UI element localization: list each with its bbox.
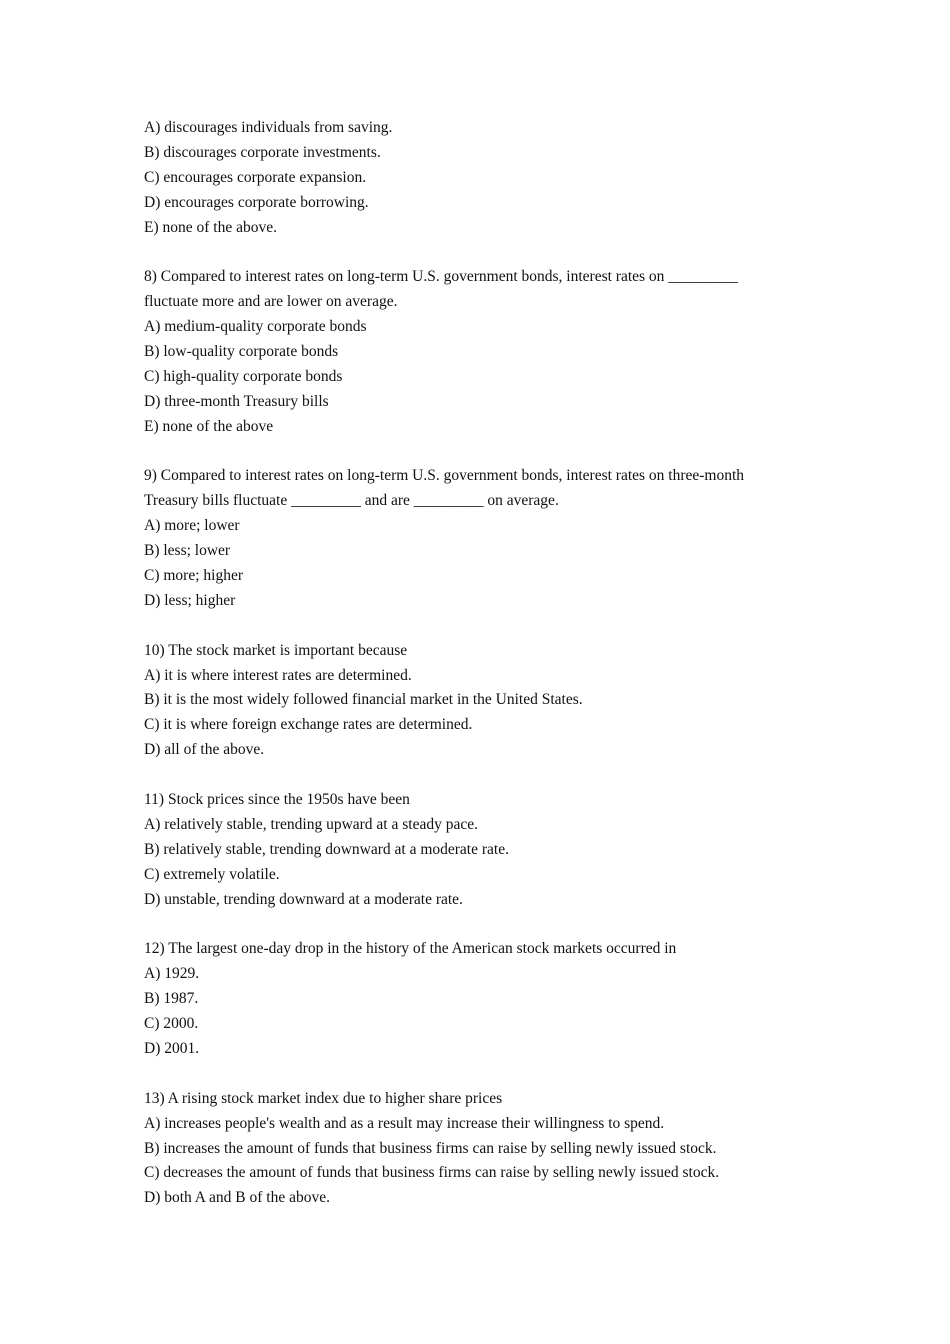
prev-question-options <box>144 116 824 240</box>
spacer <box>144 614 824 639</box>
option-line: D) unstable, trending downward at a moderate rate. <box>144 890 463 908</box>
question-12 <box>144 937 824 1061</box>
spacer <box>144 1062 824 1087</box>
question-8 <box>144 265 824 439</box>
question-13 <box>144 1087 824 1211</box>
option-line: B) increases the amount of funds that business firms can raise by selling newly issued stock. <box>144 1139 717 1157</box>
option-line: D) all of the above. <box>144 741 265 759</box>
option-line: A) increases people's wealth and as a result may increase their willingness to spend. <box>144 1114 665 1132</box>
option-line: B) 1987. <box>144 990 199 1008</box>
option-line: C) more; higher <box>144 567 244 585</box>
option-line: B) relatively stable, trending downward at a moderate rate. <box>144 840 509 858</box>
spacer <box>144 440 824 465</box>
option-line: C) extremely volatile. <box>144 865 280 883</box>
option-line: C) it is where foreign exchange rates are determined. <box>144 716 473 734</box>
option-line: D) both A and B of the above. <box>144 1189 330 1207</box>
question-stem: 10) The stock market is important because <box>144 641 408 659</box>
question-stem: 8) Compared to interest rates on long-term U.S. government bonds, interest rates on _________ <box>144 268 739 286</box>
option-line: D) three-month Treasury bills <box>144 392 329 410</box>
spacer <box>144 240 824 265</box>
option-line: A) 1929. <box>144 965 200 983</box>
question-stem: 11) Stock prices since the 1950s have been <box>144 791 410 809</box>
option-line: D) encourages corporate borrowing. <box>144 193 369 211</box>
question-stem: fluctuate more and are lower on average. <box>144 293 398 311</box>
question-11 <box>144 788 824 912</box>
option-line: B) less; lower <box>144 542 231 560</box>
question-stem: 9) Compared to interest rates on long-term U.S. government bonds, interest rates on three-month <box>144 467 745 485</box>
option-line: D) less; higher <box>144 591 236 609</box>
option-line: E) none of the above <box>144 417 274 435</box>
option-line: B) it is the most widely followed financial market in the United States. <box>144 691 583 709</box>
option-line: C) 2000. <box>144 1015 199 1033</box>
document-content <box>144 116 824 1211</box>
option-line: D) 2001. <box>144 1039 200 1057</box>
option-line: C) encourages corporate expansion. <box>144 168 367 186</box>
question-10 <box>144 639 824 763</box>
option-line: B) discourages corporate investments. <box>144 143 381 161</box>
option-line: A) more; lower <box>144 517 240 535</box>
option-line: A) it is where interest rates are determined. <box>144 666 412 684</box>
question-stem: 13) A rising stock market index due to higher share prices <box>144 1089 503 1107</box>
question-stem: 12) The largest one-day drop in the history of the American stock markets occurred in <box>144 940 677 958</box>
option-line: A) relatively stable, trending upward at a steady pace. <box>144 815 478 833</box>
option-line: A) discourages individuals from saving. <box>144 119 393 136</box>
spacer <box>144 913 824 938</box>
option-line: E) none of the above. <box>144 218 277 236</box>
option-line: B) low-quality corporate bonds <box>144 343 339 361</box>
question-9 <box>144 464 824 613</box>
spacer <box>144 763 824 788</box>
option-line: A) medium-quality corporate bonds <box>144 318 367 336</box>
question-stem: Treasury bills fluctuate _________ and are _________ on average. <box>144 492 559 510</box>
option-line: C) decreases the amount of funds that business firms can raise by selling newly issued stock. <box>144 1164 720 1182</box>
option-line: C) high-quality corporate bonds <box>144 367 343 385</box>
